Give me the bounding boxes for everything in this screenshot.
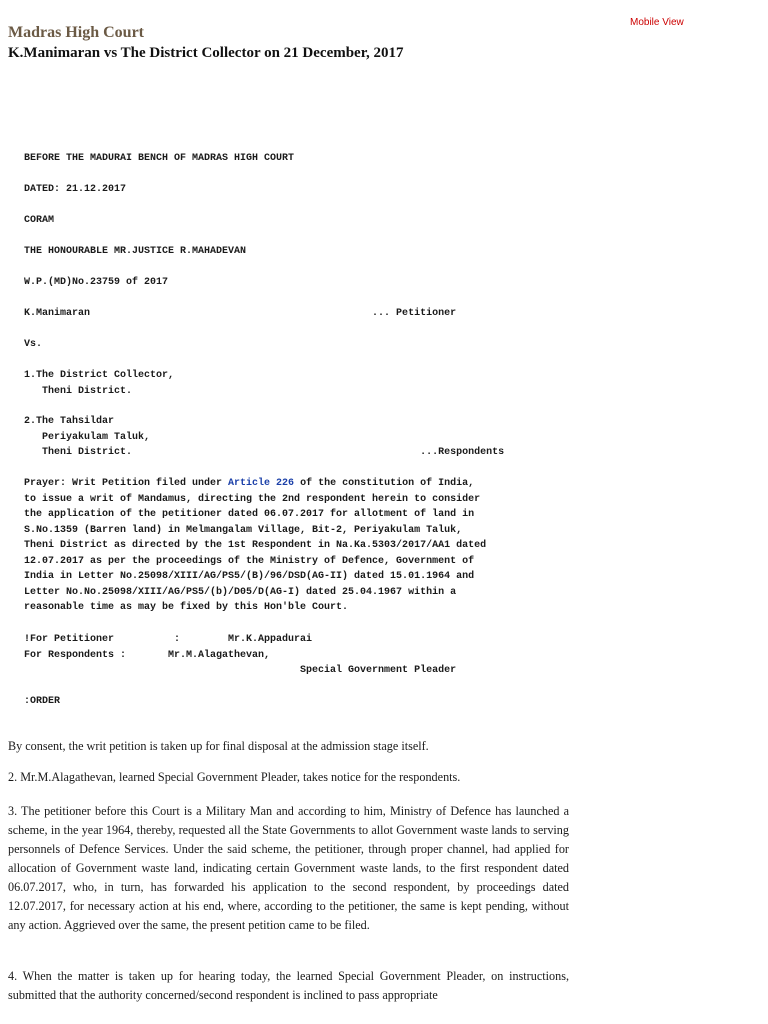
article-226-link[interactable]: Article 226	[228, 478, 295, 489]
court-name: Madras High Court	[8, 24, 144, 41]
case-number: W.P.(MD)No.23759 of 2017	[24, 277, 169, 288]
petitioner-line: K.Manimaran ... Petitioner	[24, 308, 457, 319]
versus-line: Vs.	[24, 339, 43, 350]
paragraph-4: 4. When the matter is taken up for hearing today, the learned Special Government Pleader, on instructions, submitted that the authority concerned/second respondent is inclined to pass appropriate	[8, 969, 569, 1002]
coram-line: CORAM	[24, 215, 55, 226]
judge-line: THE HONOURABLE MR.JUSTICE R.MAHADEVAN	[24, 246, 247, 257]
prayer-text-start: Prayer: Writ Petition filed under	[24, 478, 229, 489]
prayer-text-rest: of the constitution of India, to issue a writ of Mandamus, directing the 2nd respondent herein to consider the application of the petitioner dated 06.07.2017 for allotment of land in S.No.1359 (Barren land) in Melmangalam Village, Bit-2, Periyakulam Taluk, Theni District as directed by the 1st Respondent in Na.Ka.5303/2017/AA1 dated 12.07.2017 as per the proceedings of the Ministry of Defence, Government of India in Letter No.25098/XIII/AG/PS5/(B)/96/DSD(AG-II) dated 15.01.1964 and Letter No.No.25098/XIII/AG/PS5/(b)/D05/D(AG-I) dated 25.04.1967 within a reasonable time as may be fixed by this Hon'ble Court.	[24, 478, 487, 613]
dated-line: DATED: 21.12.2017	[24, 184, 127, 195]
respondent-1: 1.The District Collector, Theni District.	[24, 370, 175, 397]
document-title: K.Manimaran vs The District Collector on 21 December, 2017	[8, 45, 404, 61]
paragraph-3: 3. The petitioner before this Court is a Military Man and according to him, Ministry of Defence has launched a scheme, in the year 1964, thereby, requested all the State Governments to allot Government waste lands to serving personnels of Defence Services. Under the said scheme, the petitioner, through proper channel, had applied for allocation of Government waste land, indicating certain Government waste lands, to the first respondent dated 06.07.2017, who, in turn, has forwarded his application to the second respondent, by proceedings dated 12.07.2017, for necessary action at his end, where, according to the petitioner, the same is kept pending, without any action. Aggrieved over the same, the present petition came to be filed.	[8, 804, 569, 932]
respondent-2: 2.The Tahsildar Periyakulam Taluk, Theni District. ...Respondents	[24, 416, 505, 458]
bench-line: BEFORE THE MADURAI BENCH OF MADRAS HIGH COURT	[24, 153, 295, 164]
counsel-block: !For Petitioner : Mr.K.Appadurai For Respondents : Mr.M.Alagathevan, Special Government Pleader	[24, 634, 457, 676]
paragraph-2: 2. Mr.M.Alagathevan, learned Special Government Pleader, takes notice for the respondents.	[8, 770, 461, 784]
order-heading: :ORDER	[24, 696, 61, 707]
prayer-block	[24, 476, 486, 616]
paragraph-1: By consent, the writ petition is taken up for final disposal at the admission stage itself.	[8, 739, 429, 753]
mobile-view-link[interactable]: Mobile View	[630, 17, 684, 28]
